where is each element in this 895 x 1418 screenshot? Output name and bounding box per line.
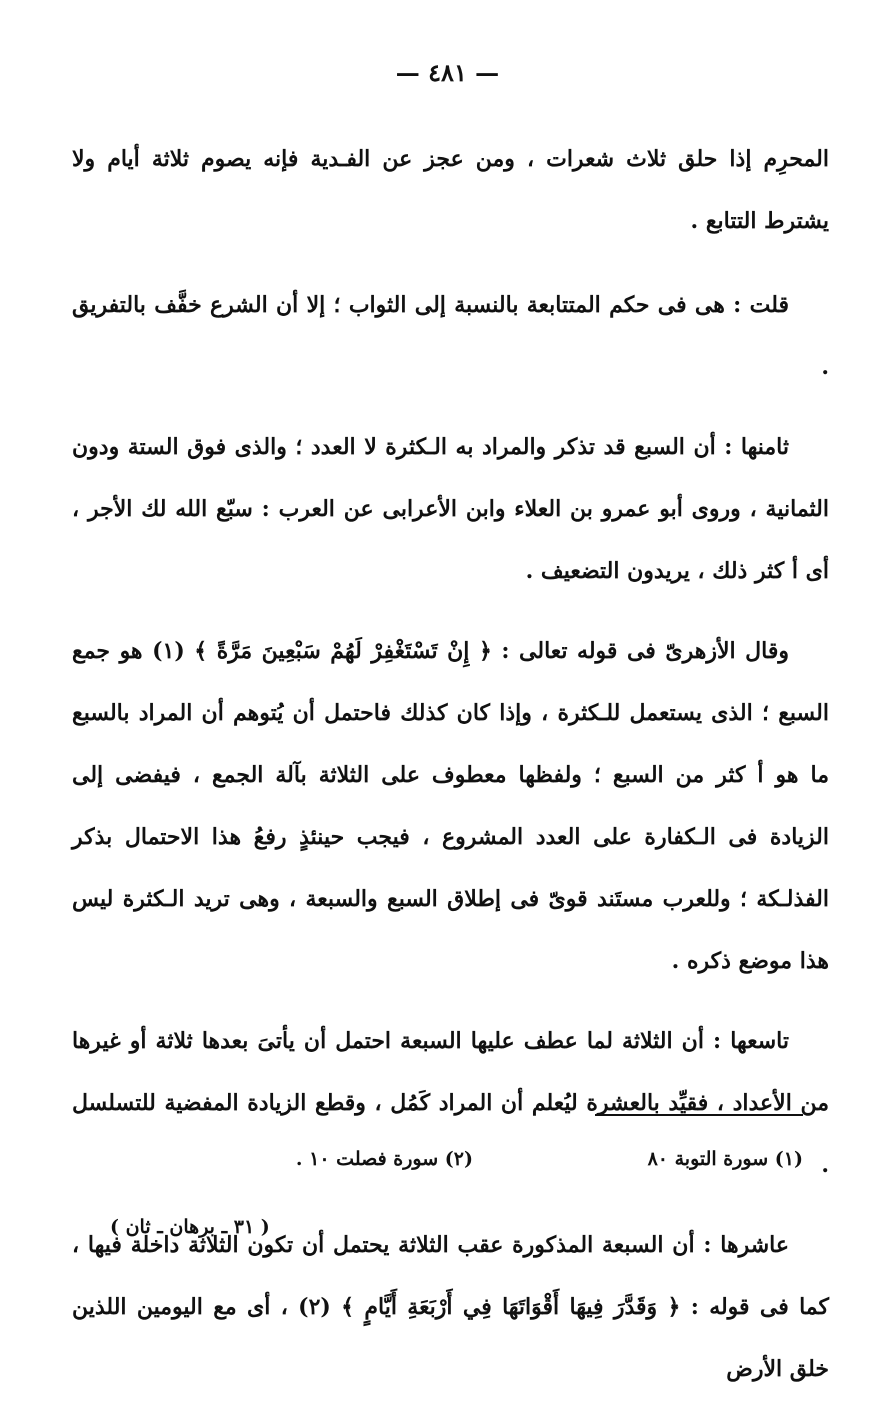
footnote-2: (٢) سورة فصلت ١٠ . [295,1148,473,1170]
signature-mark: ( ٣١ ـ برهان ـ ثان ) [110,1216,270,1238]
paragraph-5: تاسعها : أن الثلاثة لما عطف عليها السبعة احتمل أن يأتىَ بعدها ثلاثة أو غيرها من الأعداد ، فقيِّد بالعشرة ليُعلم أن المراد كَمُل ، وقطع الزيادة المفضية للتسلسل . [72,1028,830,1178]
footnote-divider [595,1114,803,1116]
paragraph-6: عاشرها : أن السبعة المذكورة عقب الثلاثة يحتمل أن تكون الثلاثة داخلة فيها ، كما فى قوله : ﴿ وَقَدَّرَ فِيهَا أَقْوَاتَهَا فِي أَرْبَعَةِ أَيَّامٍ ﴾ (٢) ، أى مع اليومين اللذين خلق الأرض [72,1232,830,1382]
footnote-1: (١) سورة التوبة ٨٠ [647,1148,803,1170]
page-number: — ٤٨١ — [395,58,500,87]
paragraph-4: وقال الأزهرىّ فى قوله تعالى : ﴿ إِنْ تَسْتَغْفِرْ لَهُمْ سَبْعِينَ مَرَّةً ﴾ (١) هو جمع السبع ؛ الذى يستعمل للـكثرة ، وإذا كان كذلك فاحتمل أن يُتوهم أن المراد بالسبع ما هو أ كثر من السبع ؛ ولفظها معطوف على الثلاثة بآلة الجمع ، فيفضى إلى الزيادة فى الـكفارة على العدد المشروع ، فيجب حينئذٍ رفعُ هذا الاحتمال بذكر الفذلـكة ؛ وللعرب مستَند قوىّ فى إطلاق السبع والسبعة ، وهى تريد الـكثرة ليس هذا موضع ذكره . [72,638,829,974]
paragraph-2: قلت : هى فى حكم المتتابعة بالنسبة إلى الثواب ؛ إلا أن الشرع خفَّف بالتفريق . [72,292,829,380]
paragraph-3: ثامنها : أن السبع قد تذكر والمراد به الـكثرة لا العدد ؛ والذى فوق الستة ودون الثمانية ، وروى أبو عمرو بن العلاء وابن الأعرابى عن العرب : سبّع الله لك الأجر ، أى أ كثر ذلك ، يريدون التضعيف . [72,434,829,584]
footnotes [110,1148,803,1178]
paragraph-1: المحرِم إذا حلق ثلاث شعرات ، ومن عجز عن الفـدية فإنه يصوم ثلاثة أيام ولا يشترط التتابع . [72,146,829,234]
